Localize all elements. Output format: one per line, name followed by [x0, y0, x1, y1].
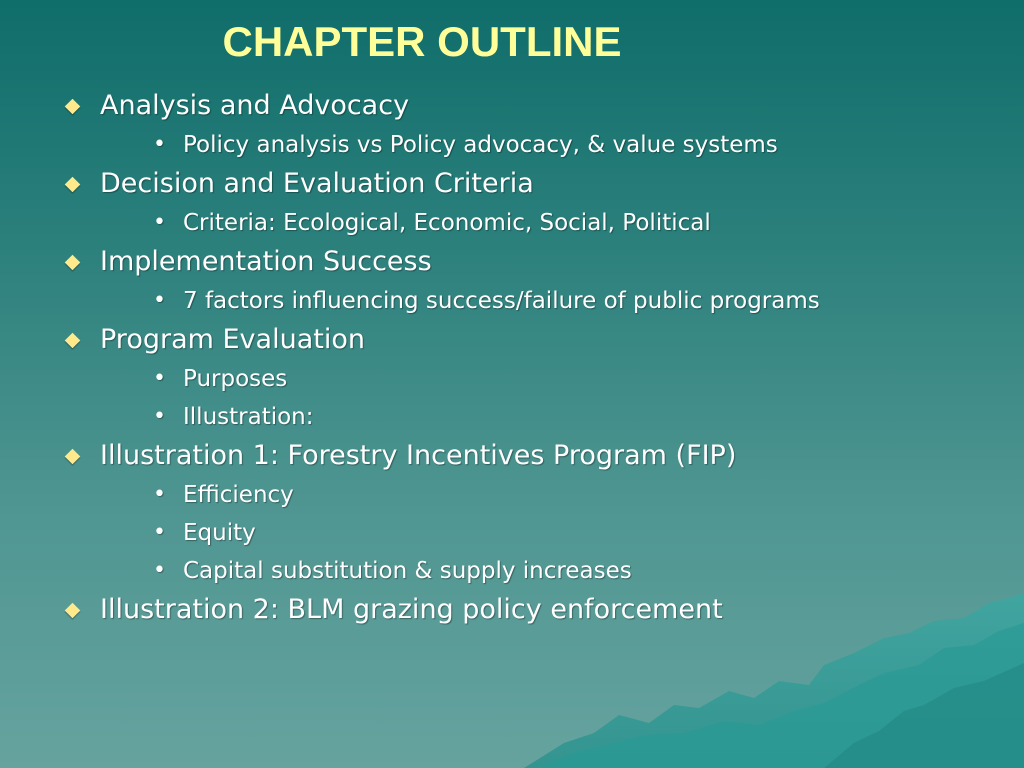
sub-item [138, 552, 1012, 590]
sub-list [100, 476, 1012, 590]
diamond-bullet-icon [65, 177, 81, 193]
sub-list [100, 360, 1012, 436]
sub-item [138, 398, 1012, 436]
diamond-bullet-icon [65, 99, 81, 115]
outline-item-label: Implementation Success [100, 246, 432, 277]
bullet-dot-icon: • [153, 366, 166, 391]
slide-title: CHAPTER OUTLINE [222, 18, 622, 65]
sub-list [100, 282, 1012, 320]
outline-item [62, 242, 1012, 320]
bullet-dot-icon: • [153, 210, 166, 235]
sub-list [100, 126, 1012, 164]
sub-item [138, 360, 1012, 398]
sub-item [138, 282, 1012, 320]
sub-item-label: Equity [183, 520, 256, 546]
sub-item-label: Criteria: Ecological, Economic, Social, Political [183, 210, 711, 236]
outline-item-label: Analysis and Advocacy [100, 90, 410, 121]
diamond-bullet-icon [65, 603, 81, 619]
outline-item-label: Decision and Evaluation Criteria [100, 168, 534, 199]
bullet-dot-icon: • [153, 558, 166, 583]
bullet-dot-icon: • [153, 132, 166, 157]
diamond-bullet-icon [65, 255, 81, 271]
outline-item [62, 164, 1012, 242]
sub-item [138, 126, 1012, 164]
iceberg-decoration [524, 593, 1024, 768]
sub-item-label: Policy analysis vs Policy advocacy, & value systems [183, 132, 778, 158]
sub-item-label: 7 factors influencing success/failure of public programs [183, 288, 820, 314]
outline-item-label: Illustration 2: BLM grazing policy enforcement [100, 594, 723, 625]
sub-item-label: Capital substitution & supply increases [183, 558, 632, 584]
sub-item-label: Efficiency [183, 482, 294, 508]
outline-item-label: Illustration 1: Forestry Incentives Program (FIP) [100, 440, 737, 471]
sub-item [138, 476, 1012, 514]
bullet-dot-icon: • [153, 482, 166, 507]
sub-list [100, 204, 1012, 242]
outline-item [62, 86, 1012, 164]
outline-item [62, 436, 1012, 590]
outline-item [62, 320, 1012, 436]
sub-item-label: Purposes [183, 366, 288, 392]
diamond-bullet-icon [65, 333, 81, 349]
bullet-dot-icon: • [153, 288, 166, 313]
sub-item [138, 204, 1012, 242]
outline-item-label: Program Evaluation [100, 324, 365, 355]
diamond-bullet-icon [65, 449, 81, 465]
sub-item [138, 514, 1012, 552]
sub-item-label: Illustration: [183, 404, 314, 430]
bullet-dot-icon: • [153, 520, 166, 545]
bullet-dot-icon: • [153, 404, 166, 429]
outline-list [62, 86, 1012, 630]
